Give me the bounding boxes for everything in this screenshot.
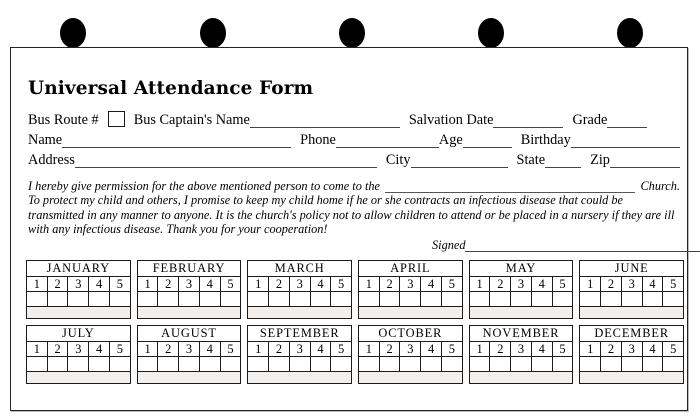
attendance-mark-row — [27, 292, 130, 306]
week-number-3: 3 — [290, 277, 311, 291]
week-number-4: 4 — [89, 342, 110, 356]
attendance-mark-cell-4[interactable] — [643, 292, 664, 306]
attendance-mark-cell-3[interactable] — [68, 357, 89, 371]
month-name-label: JANUARY — [27, 261, 130, 277]
month-block-january — [26, 260, 131, 319]
month-block-may — [469, 260, 574, 319]
attendance-form-card — [10, 47, 688, 411]
week-number-2: 2 — [48, 277, 69, 291]
week-number-4: 4 — [643, 342, 664, 356]
attendance-mark-cell-3[interactable] — [622, 292, 643, 306]
week-number-row — [359, 277, 462, 292]
attendance-mark-cell-1[interactable] — [27, 357, 48, 371]
attendance-mark-cell-4[interactable] — [311, 357, 332, 371]
attendance-mark-row — [27, 357, 130, 371]
attendance-mark-cell-2[interactable] — [601, 292, 622, 306]
attendance-mark-row — [470, 292, 573, 306]
week-number-5: 5 — [116, 342, 123, 357]
week-number-4: 4 — [421, 277, 442, 291]
attendance-mark-cell-2[interactable] — [158, 357, 179, 371]
church-name-input[interactable] — [385, 181, 636, 193]
week-number-3: 3 — [622, 342, 643, 356]
month-block-october — [358, 325, 463, 384]
month-block-september — [247, 325, 352, 384]
month-name-label: NOVEMBER — [470, 326, 573, 342]
signed-label: Signed — [432, 237, 466, 252]
attendance-mark-cell-2[interactable] — [601, 357, 622, 371]
week-number-1: 1 — [580, 277, 601, 291]
attendance-mark-cell-1[interactable] — [27, 292, 48, 306]
attendance-mark-cell-1[interactable] — [359, 357, 380, 371]
month-notes-row[interactable] — [248, 371, 351, 383]
attendance-mark-cell-4[interactable] — [200, 292, 221, 306]
week-number-2: 2 — [490, 277, 511, 291]
month-block-december — [579, 325, 684, 384]
week-number-row — [580, 277, 683, 292]
month-notes-row[interactable] — [359, 371, 462, 383]
week-number-row — [359, 342, 462, 357]
attendance-mark-cell-2[interactable] — [490, 357, 511, 371]
week-number-3: 3 — [68, 277, 89, 291]
attendance-calendar — [26, 260, 684, 384]
attendance-mark-cell-4[interactable] — [200, 357, 221, 371]
week-number-2: 2 — [269, 277, 290, 291]
week-number-row — [138, 277, 241, 292]
month-notes-row[interactable] — [27, 306, 130, 318]
permission-statement — [28, 179, 680, 252]
attendance-mark-cell-1[interactable] — [580, 292, 601, 306]
week-number-2: 2 — [158, 277, 179, 291]
week-number-row — [580, 342, 683, 357]
week-number-5: 5 — [448, 277, 455, 292]
week-number-1: 1 — [470, 342, 491, 356]
week-number-1: 1 — [138, 277, 159, 291]
week-number-5: 5 — [670, 277, 677, 292]
attendance-mark-cell-2[interactable] — [48, 292, 69, 306]
month-block-november — [469, 325, 574, 384]
permission-line1-text: I hereby give permission for the above mentioned person to come to the — [28, 179, 380, 193]
punch-hole-4 — [478, 18, 504, 48]
attendance-mark-cell-3[interactable] — [290, 357, 311, 371]
week-number-4: 4 — [200, 342, 221, 356]
attendance-mark-cell-4[interactable] — [89, 357, 110, 371]
week-number-4: 4 — [532, 277, 553, 291]
attendance-mark-cell-4[interactable] — [421, 292, 442, 306]
attendance-mark-cell-5[interactable] — [442, 357, 462, 371]
attendance-mark-cell-2[interactable] — [269, 292, 290, 306]
permission-body-text: To protect my child and others, I promise to keep my child home if he or she contracts an infectious disease that could be transmitted in any manner to anyone. It is the church's policy not to allow children to attend or be placed in a nursery if they are ill with any infectious disease. Thank you for your cooperation! — [28, 193, 675, 237]
age-input[interactable] — [463, 133, 512, 148]
attendance-mark-cell-1[interactable] — [248, 357, 269, 371]
attendance-mark-row — [138, 292, 241, 306]
signature-input[interactable] — [465, 239, 700, 252]
attendance-mark-row — [359, 357, 462, 371]
attendance-mark-cell-2[interactable] — [490, 292, 511, 306]
month-name-label: FEBRUARY — [138, 261, 241, 277]
attendance-mark-cell-1[interactable] — [580, 357, 601, 371]
month-notes-row[interactable] — [248, 306, 351, 318]
week-number-4: 4 — [89, 277, 110, 291]
week-number-3: 3 — [290, 342, 311, 356]
month-block-july — [26, 325, 131, 384]
zip-input[interactable] — [610, 153, 680, 168]
punch-hole-5 — [617, 18, 643, 48]
field-row-address — [28, 148, 680, 168]
month-name-label: DECEMBER — [580, 326, 683, 342]
attendance-mark-cell-3[interactable] — [290, 292, 311, 306]
month-block-june — [579, 260, 684, 319]
attendance-mark-cell-5[interactable] — [221, 357, 241, 371]
attendance-mark-row — [580, 357, 683, 371]
attendance-mark-cell-5[interactable] — [553, 357, 573, 371]
page-title: Universal Attendance Form — [28, 78, 314, 99]
attendance-mark-row — [359, 292, 462, 306]
punch-hole-2 — [200, 18, 226, 48]
week-number-2: 2 — [48, 342, 69, 356]
city-label: City — [385, 151, 411, 168]
attendance-mark-cell-1[interactable] — [248, 292, 269, 306]
week-number-1: 1 — [27, 277, 48, 291]
calendar-row-2 — [26, 325, 684, 384]
phone-input[interactable] — [336, 133, 439, 148]
week-number-5: 5 — [227, 277, 234, 292]
week-number-4: 4 — [421, 342, 442, 356]
week-number-row — [138, 342, 241, 357]
attendance-mark-cell-4[interactable] — [532, 357, 553, 371]
age-label: Age — [438, 131, 463, 148]
month-block-march — [247, 260, 352, 319]
attendance-mark-cell-3[interactable] — [400, 357, 421, 371]
month-block-february — [137, 260, 242, 319]
week-number-row — [27, 277, 130, 292]
attendance-mark-cell-5[interactable] — [331, 292, 351, 306]
week-number-5: 5 — [448, 342, 455, 357]
calendar-row-1 — [26, 260, 684, 319]
salvation-date-label: Salvation Date — [408, 111, 494, 128]
week-number-5: 5 — [338, 342, 345, 357]
week-number-2: 2 — [158, 342, 179, 356]
attendance-mark-cell-3[interactable] — [622, 357, 643, 371]
week-number-5: 5 — [338, 277, 345, 292]
form-inner — [20, 54, 680, 390]
attendance-mark-row — [138, 357, 241, 371]
grade-input[interactable] — [607, 113, 647, 128]
permission-line1-suffix: Church. — [640, 179, 680, 193]
week-number-row — [470, 342, 573, 357]
attendance-mark-cell-4[interactable] — [311, 292, 332, 306]
week-number-5: 5 — [227, 342, 234, 357]
week-number-1: 1 — [248, 277, 269, 291]
week-number-3: 3 — [179, 277, 200, 291]
week-number-3: 3 — [68, 342, 89, 356]
attendance-mark-cell-5[interactable] — [110, 357, 130, 371]
week-number-row — [248, 342, 351, 357]
week-number-5: 5 — [559, 342, 566, 357]
attendance-mark-cell-4[interactable] — [643, 357, 664, 371]
week-number-row — [470, 277, 573, 292]
week-number-2: 2 — [601, 277, 622, 291]
week-number-3: 3 — [400, 342, 421, 356]
week-number-1: 1 — [580, 342, 601, 356]
attendance-mark-cell-3[interactable] — [179, 292, 200, 306]
bus-captain-label: Bus Captain's Name — [133, 111, 250, 128]
attendance-mark-cell-2[interactable] — [48, 357, 69, 371]
month-notes-row[interactable] — [470, 371, 573, 383]
week-number-2: 2 — [269, 342, 290, 356]
attendance-mark-cell-4[interactable] — [89, 292, 110, 306]
punch-hole-1 — [60, 18, 86, 48]
attendance-mark-row — [248, 357, 351, 371]
zip-label: Zip — [590, 151, 610, 168]
week-number-1: 1 — [138, 342, 159, 356]
name-input[interactable] — [62, 133, 291, 148]
bus-route-label: Bus Route # — [28, 111, 99, 128]
week-number-4: 4 — [200, 277, 221, 291]
field-row-name — [28, 128, 680, 148]
month-block-april — [358, 260, 463, 319]
attendance-mark-cell-5[interactable] — [553, 292, 573, 306]
month-block-august — [137, 325, 242, 384]
state-label: State — [516, 151, 546, 168]
salvation-date-input[interactable] — [493, 113, 563, 128]
month-notes-row[interactable] — [580, 371, 683, 383]
week-number-5: 5 — [116, 277, 123, 292]
attendance-mark-cell-5[interactable] — [331, 357, 351, 371]
attendance-mark-row — [248, 292, 351, 306]
month-notes-row[interactable] — [580, 306, 683, 318]
week-number-2: 2 — [490, 342, 511, 356]
month-name-label: MARCH — [248, 261, 351, 277]
field-row-bus-route — [28, 108, 680, 128]
birthday-input[interactable] — [571, 133, 680, 148]
week-number-1: 1 — [248, 342, 269, 356]
month-name-label: MAY — [470, 261, 573, 277]
attendance-mark-cell-5[interactable] — [663, 292, 683, 306]
week-number-5: 5 — [559, 277, 566, 292]
attendance-mark-cell-3[interactable] — [511, 357, 532, 371]
week-number-row — [248, 277, 351, 292]
month-name-label: OCTOBER — [359, 326, 462, 342]
attendance-mark-row — [580, 292, 683, 306]
week-number-4: 4 — [643, 277, 664, 291]
attendance-mark-cell-1[interactable] — [138, 292, 159, 306]
state-input[interactable] — [545, 153, 581, 168]
attendance-mark-cell-2[interactable] — [380, 292, 401, 306]
month-notes-row[interactable] — [470, 306, 573, 318]
attendance-mark-cell-5[interactable] — [221, 292, 241, 306]
attendance-mark-cell-3[interactable] — [400, 292, 421, 306]
week-number-4: 4 — [311, 277, 332, 291]
attendance-mark-cell-5[interactable] — [442, 292, 462, 306]
month-name-label: AUGUST — [138, 326, 241, 342]
attendance-mark-cell-2[interactable] — [380, 357, 401, 371]
month-name-label: JUNE — [580, 261, 683, 277]
week-number-1: 1 — [359, 342, 380, 356]
attendance-mark-cell-1[interactable] — [470, 357, 491, 371]
week-number-1: 1 — [470, 277, 491, 291]
week-number-2: 2 — [380, 342, 401, 356]
week-number-4: 4 — [311, 342, 332, 356]
week-number-5: 5 — [670, 342, 677, 357]
week-number-2: 2 — [380, 277, 401, 291]
month-notes-row[interactable] — [138, 371, 241, 383]
birthday-label: Birthday — [520, 131, 571, 148]
grade-label: Grade — [572, 111, 608, 128]
attendance-mark-cell-4[interactable] — [421, 357, 442, 371]
attendance-mark-cell-4[interactable] — [532, 292, 553, 306]
attendance-mark-cell-3[interactable] — [68, 292, 89, 306]
attendance-mark-cell-1[interactable] — [359, 292, 380, 306]
week-number-3: 3 — [511, 277, 532, 291]
attendance-mark-cell-2[interactable] — [158, 292, 179, 306]
attendance-mark-cell-5[interactable] — [110, 292, 130, 306]
week-number-3: 3 — [511, 342, 532, 356]
attendance-mark-cell-3[interactable] — [511, 292, 532, 306]
attendance-mark-row — [470, 357, 573, 371]
week-number-2: 2 — [601, 342, 622, 356]
signed-row — [28, 238, 680, 252]
month-notes-row[interactable] — [27, 371, 130, 383]
month-notes-row[interactable] — [138, 306, 241, 318]
week-number-3: 3 — [179, 342, 200, 356]
name-label: Name — [28, 131, 63, 148]
punch-hole-strip — [0, 0, 700, 47]
attendance-mark-cell-1[interactable] — [470, 292, 491, 306]
attendance-mark-cell-3[interactable] — [179, 357, 200, 371]
permission-line-church — [28, 179, 680, 193]
month-notes-row[interactable] — [359, 306, 462, 318]
attendance-mark-cell-2[interactable] — [269, 357, 290, 371]
week-number-row — [27, 342, 130, 357]
month-name-label: SEPTEMBER — [248, 326, 351, 342]
month-name-label: JULY — [27, 326, 130, 342]
week-number-3: 3 — [400, 277, 421, 291]
month-name-label: APRIL — [359, 261, 462, 277]
week-number-1: 1 — [27, 342, 48, 356]
attendance-mark-cell-1[interactable] — [138, 357, 159, 371]
week-number-4: 4 — [532, 342, 553, 356]
week-number-1: 1 — [359, 277, 380, 291]
week-number-3: 3 — [622, 277, 643, 291]
address-label: Address — [28, 151, 75, 168]
bus-captain-input[interactable] — [250, 113, 400, 128]
attendance-mark-cell-5[interactable] — [663, 357, 683, 371]
address-input[interactable] — [75, 153, 377, 168]
bus-route-checkbox[interactable] — [108, 111, 125, 127]
city-input[interactable] — [411, 153, 508, 168]
punch-hole-3 — [339, 18, 365, 48]
phone-label: Phone — [300, 131, 336, 148]
